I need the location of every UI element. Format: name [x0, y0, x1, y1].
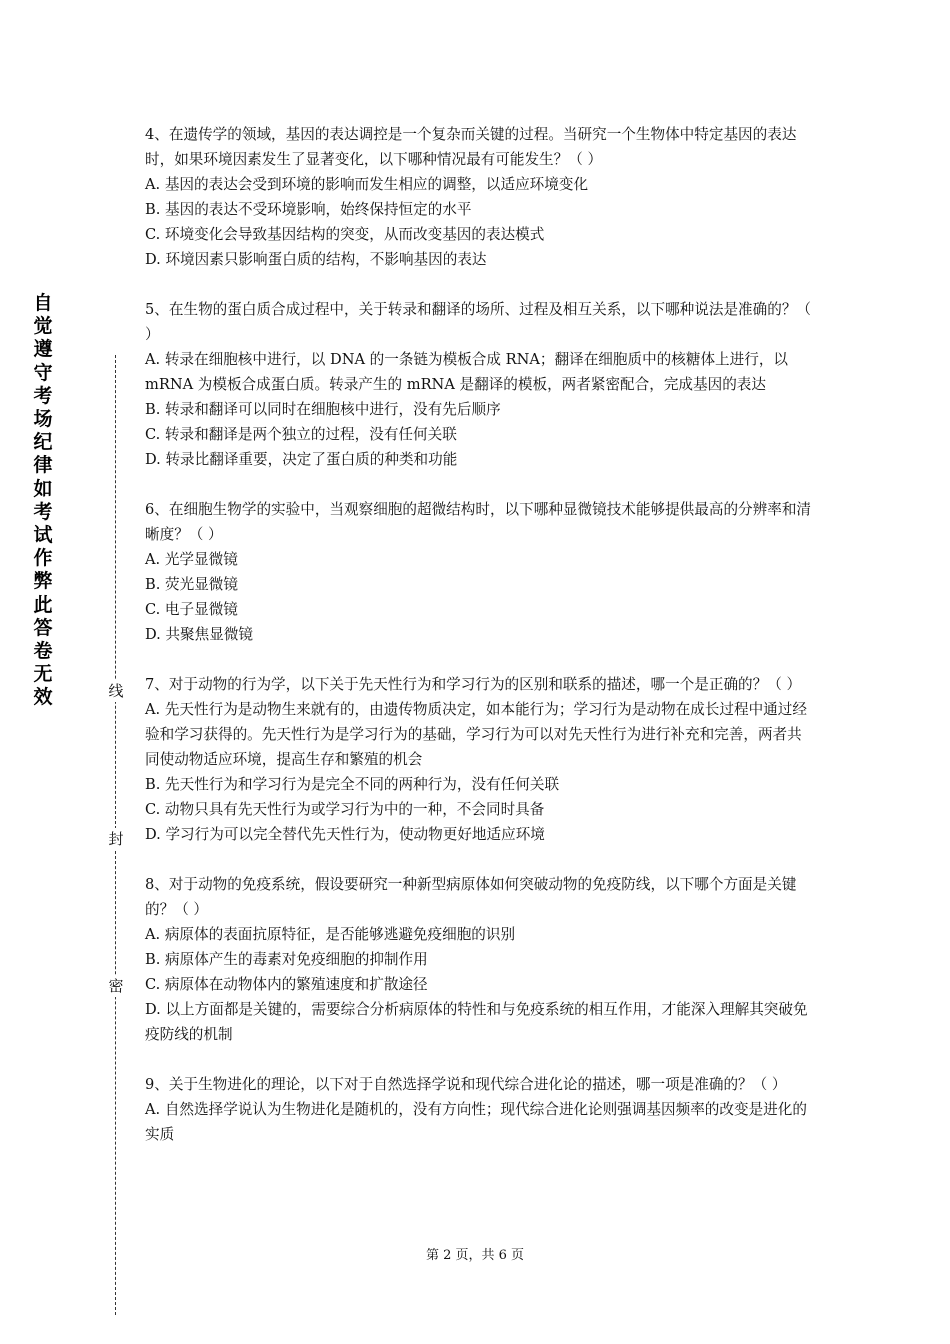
question-stem: 4、在遗传学的领域，基因的表达调控是一个复杂而关键的过程。当研究一个生物体中特定基因的表达时，如果环境因素发生了显著变化，以下哪种情况最有可能发生？（ ） [145, 126, 797, 168]
answer-option: D. 转录比翻译重要，决定了蛋白质的种类和功能 [145, 451, 458, 468]
answer-option: D. 环境因素只影响蛋白质的结构，不影响基因的表达 [145, 251, 487, 268]
question-stem: 5、在生物的蛋白质合成过程中，关于转录和翻译的场所、过程及相互关系，以下哪种说法是准确的？（ ） [145, 301, 812, 343]
question-stem: 9、关于生物进化的理论，以下对于自然选择学说和现代综合进化论的描述，哪一项是准确的？（ ） [145, 1076, 787, 1093]
answer-option: A. 病原体的表面抗原特征，是否能够逃避免疫细胞的识别 [145, 926, 516, 943]
answer-option: B. 先天性行为和学习行为是完全不同的两种行为，没有任何关联 [145, 776, 560, 793]
question-stem: 8、对于动物的免疫系统，假设要研究一种新型病原体如何突破动物的免疫防线，以下哪个方面是关键的？（ ） [145, 876, 797, 918]
answer-option: D. 共聚焦显微镜 [145, 626, 254, 643]
answer-option: C. 病原体在动物体内的繁殖速度和扩散途径 [145, 976, 428, 993]
binding-seal-char: 封 [108, 830, 124, 848]
answer-option: B. 荧光显微镜 [145, 576, 238, 593]
answer-option: C. 电子显微镜 [145, 601, 238, 618]
page-footer: 第 2 页，共 6 页 [425, 1248, 525, 1263]
answer-option: C. 环境变化会导致基因结构的突变，从而改变基因的表达模式 [145, 226, 545, 243]
answer-option: A. 自然选择学说认为生物进化是随机的，没有方向性；现代综合进化论则强调基因频率的改变是进化的实质 [145, 1101, 807, 1143]
exam-discipline-warning: 自觉遵守考场纪律如考试作弊此答卷无效 [33, 292, 53, 709]
answer-option: B. 基因的表达不受环境影响，始终保持恒定的水平 [145, 201, 472, 218]
answer-option: B. 病原体产生的毒素对免疫细胞的抑制作用 [145, 951, 428, 968]
answer-option: A. 光学显微镜 [145, 551, 238, 568]
answer-option: D. 学习行为可以完全替代先天性行为，使动物更好地适应环境 [145, 826, 545, 843]
answer-option: A. 先天性行为是动物生来就有的，由遗传物质决定，如本能行为；学习行为是动物在成长过程中通过经验和学习获得的。先天性行为是学习行为的基础，学习行为可以对先天性行为进行补充和完善，两者共同使动物适应环境，提高生存和繁殖的机会 [145, 701, 807, 768]
question-4 [145, 122, 813, 272]
question-9 [145, 1072, 813, 1147]
question-stem: 7、对于动物的行为学，以下关于先天性行为和学习行为的区别和联系的描述，哪一个是正确的？（ ） [145, 676, 802, 693]
answer-option: A. 转录在细胞核中进行，以 DNA 的一条链为模板合成 RNA；翻译在细胞质中的核糖体上进行，以 mRNA 为模板合成蛋白质。转录产生的 mRNA 是翻译的模板，两者紧密配合，完成基因的表达 [145, 351, 789, 393]
question-6 [145, 497, 813, 647]
answer-option: B. 转录和翻译可以同时在细胞核中进行，没有先后顺序 [145, 401, 501, 418]
question-list [145, 122, 813, 1172]
binding-secret-char: 密 [108, 977, 124, 995]
answer-option: D. 以上方面都是关键的，需要综合分析病原体的特性和与免疫系统的相互作用，才能深入理解其突破免疫防线的机制 [145, 1001, 808, 1043]
answer-option: A. 基因的表达会受到环境的影响而发生相应的调整，以适应环境变化 [145, 176, 589, 193]
answer-option: C. 动物只具有先天性行为或学习行为中的一种，不会同时具备 [145, 801, 545, 818]
question-8 [145, 872, 813, 1047]
question-7 [145, 672, 813, 847]
question-5 [145, 297, 813, 472]
question-stem: 6、在细胞生物学的实验中，当观察细胞的超微结构时，以下哪种显微镜技术能够提供最高的分辨率和清晰度？（ ） [145, 501, 812, 543]
binding-line-char: 线 [108, 682, 124, 700]
answer-option: C. 转录和翻译是两个独立的过程，没有任何关联 [145, 426, 457, 443]
